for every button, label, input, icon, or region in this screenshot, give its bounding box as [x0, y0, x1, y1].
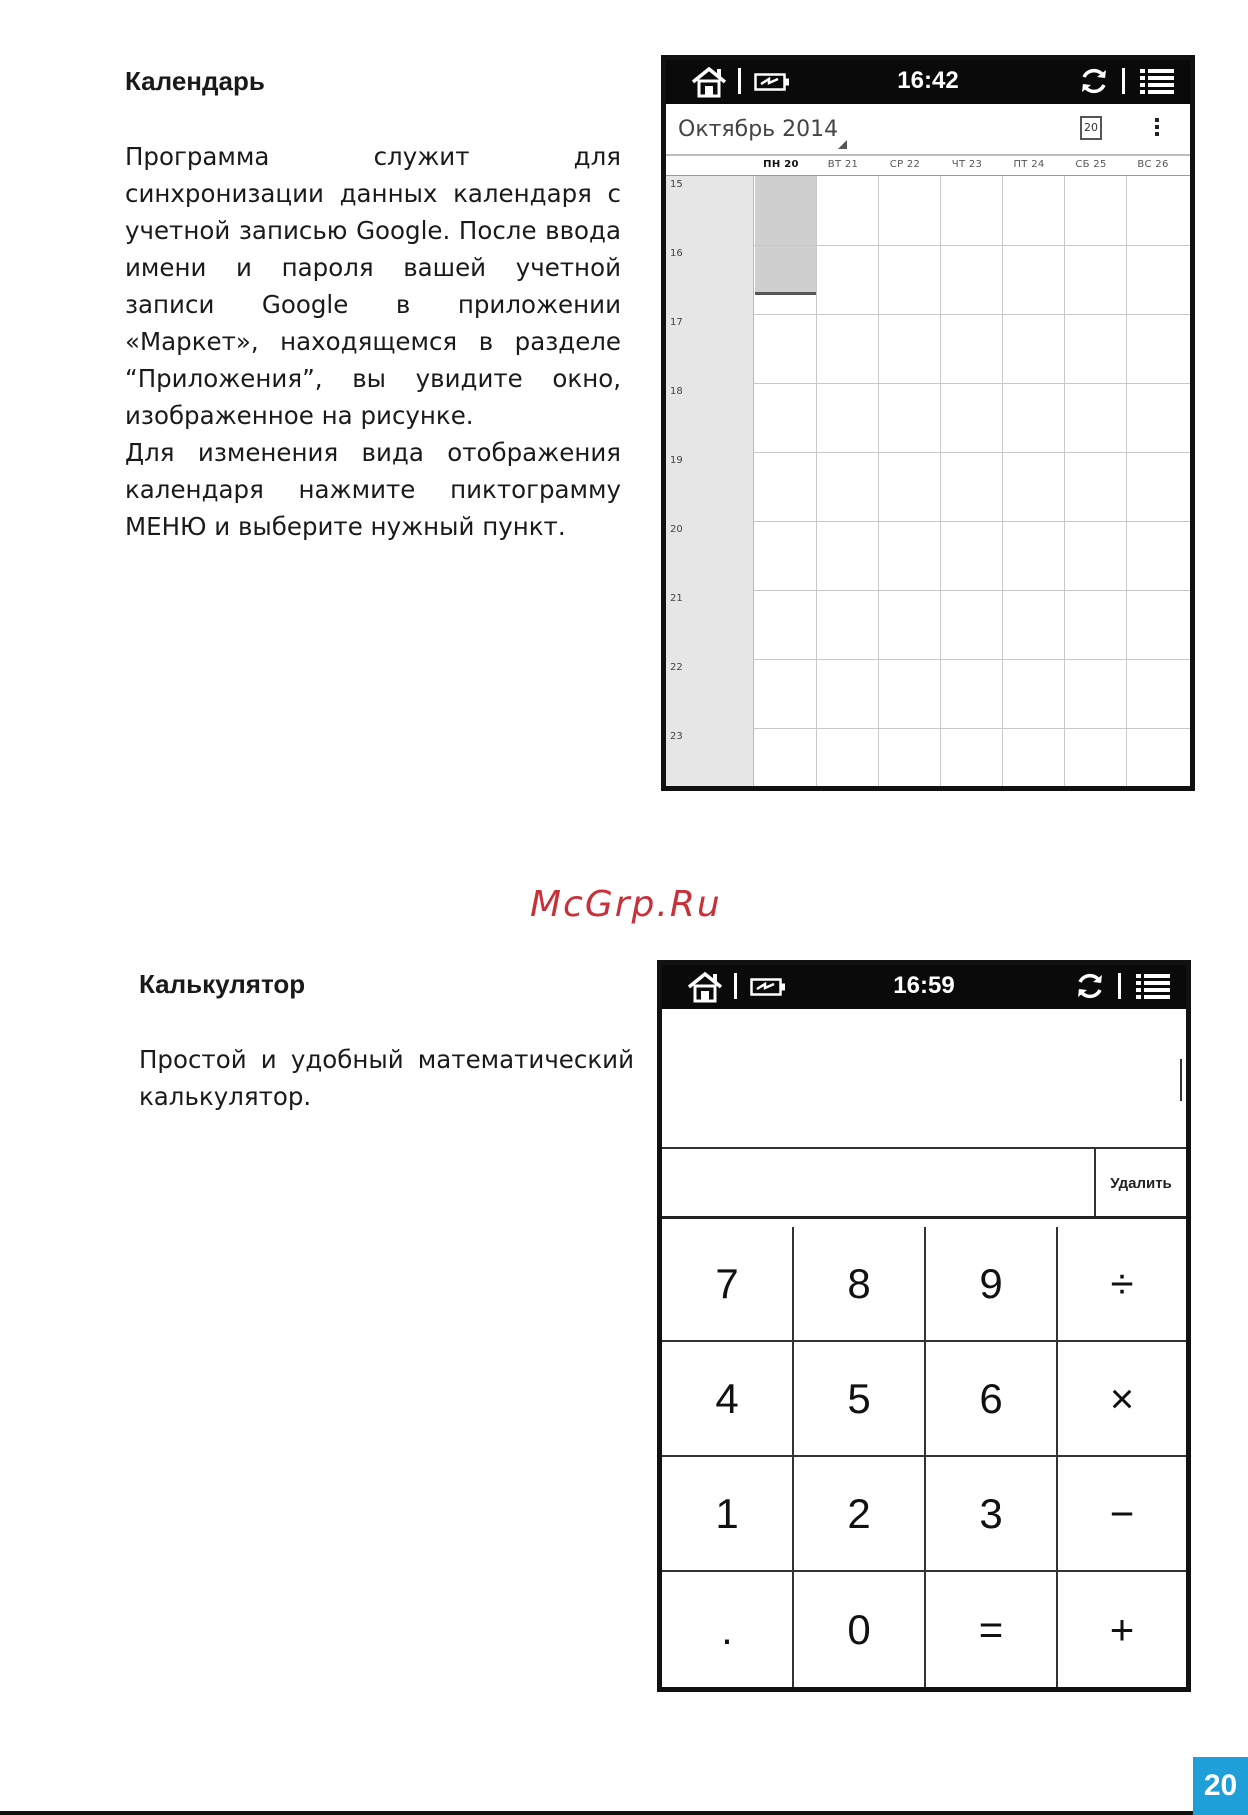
calculator-screenshot: [657, 960, 1191, 1692]
key-decimal[interactable]: .: [662, 1572, 794, 1687]
calculator-keypad: [662, 1227, 1186, 1687]
hour-label: 18: [670, 386, 683, 397]
hour-label: 19: [670, 455, 683, 466]
key-2[interactable]: 2: [794, 1457, 926, 1572]
calendar-screenshot: [661, 55, 1195, 791]
more-vert-icon[interactable]: [1155, 118, 1160, 139]
key-equals[interactable]: =: [926, 1572, 1058, 1687]
hour-label: 21: [670, 593, 683, 604]
calculator-display[interactable]: [662, 1009, 1186, 1149]
month-dropdown-icon[interactable]: [838, 140, 847, 149]
sync-icon[interactable]: [1074, 970, 1106, 1006]
day-header[interactable]: СР 22: [889, 159, 921, 170]
separator: [1122, 68, 1125, 94]
key-plus[interactable]: +: [1109, 1605, 1135, 1653]
key-4[interactable]: 4: [662, 1342, 794, 1457]
hour-label: 22: [670, 662, 683, 673]
calendar-action-bar: [666, 104, 1190, 156]
selected-time-slot[interactable]: [755, 176, 816, 294]
status-bar: [662, 965, 1186, 1009]
current-time-line: [755, 292, 816, 295]
month-title[interactable]: Октябрь 2014: [678, 117, 839, 142]
time-column: [666, 176, 754, 786]
separator: [1118, 973, 1121, 999]
footer-rule: [0, 1811, 1193, 1815]
status-bar: [666, 60, 1190, 104]
key-divide[interactable]: ÷: [1058, 1227, 1186, 1342]
calculator-heading: Калькулятор: [139, 969, 306, 999]
page-number: 20: [1193, 1757, 1248, 1815]
key-3[interactable]: 3: [926, 1457, 1058, 1572]
calendar-today-icon[interactable]: 20: [1080, 116, 1102, 140]
key-7[interactable]: 7: [662, 1227, 794, 1342]
calendar-paragraph-2: Для изменения вида отображения календаря нажмите пиктограмму МЕНЮ и выберите нужный пункт.: [125, 438, 621, 541]
week-header: [666, 156, 1190, 176]
key-8[interactable]: 8: [794, 1227, 926, 1342]
menu-list-icon[interactable]: [1136, 973, 1170, 1005]
hour-label: 20: [670, 524, 683, 535]
status-time: 16:59: [893, 972, 955, 999]
day-header[interactable]: ВТ 21: [827, 159, 859, 170]
key-9[interactable]: 9: [926, 1227, 1058, 1342]
key-5[interactable]: 5: [794, 1342, 926, 1457]
key-0[interactable]: 0: [794, 1572, 926, 1687]
calendar-paragraph-1: Программа служит для синхронизации данных календаря с учетной записью Google. После ввода имени и пароля вашей учетной записи Google в приложении «Маркет», находящемся в разделе “Приложения”, вы увидите окно, изображенное на рисунке.: [125, 142, 621, 430]
hour-label: 17: [670, 317, 683, 328]
sync-icon[interactable]: [1078, 65, 1110, 101]
watermark: McGrp.Ru: [530, 884, 722, 925]
hour-label: 15: [670, 179, 683, 190]
status-time: 16:42: [897, 67, 959, 94]
calendar-heading: Календарь: [125, 66, 265, 96]
week-grid[interactable]: [666, 176, 1190, 786]
calculator-paragraph: Простой и удобный математический калькулятор.: [139, 1045, 634, 1111]
menu-list-icon[interactable]: [1140, 68, 1174, 100]
key-6[interactable]: 6: [926, 1342, 1058, 1457]
text-cursor: [1180, 1059, 1182, 1101]
calendar-description: [125, 138, 621, 545]
day-header[interactable]: ПТ 24: [1013, 159, 1045, 170]
key-multiply[interactable]: ×: [1058, 1342, 1186, 1457]
hour-label: 23: [670, 731, 683, 742]
day-header[interactable]: ПН 20: [763, 159, 799, 170]
day-header[interactable]: ЧТ 23: [951, 159, 983, 170]
key-1[interactable]: 1: [662, 1457, 794, 1572]
day-header[interactable]: ВС 26: [1137, 159, 1169, 170]
result-row: [662, 1149, 1186, 1219]
key-minus[interactable]: −: [1058, 1457, 1186, 1572]
calculator-description: [139, 1041, 634, 1115]
hour-label: 16: [670, 248, 683, 259]
delete-button[interactable]: Удалить: [1094, 1149, 1186, 1216]
day-header[interactable]: СБ 25: [1075, 159, 1107, 170]
